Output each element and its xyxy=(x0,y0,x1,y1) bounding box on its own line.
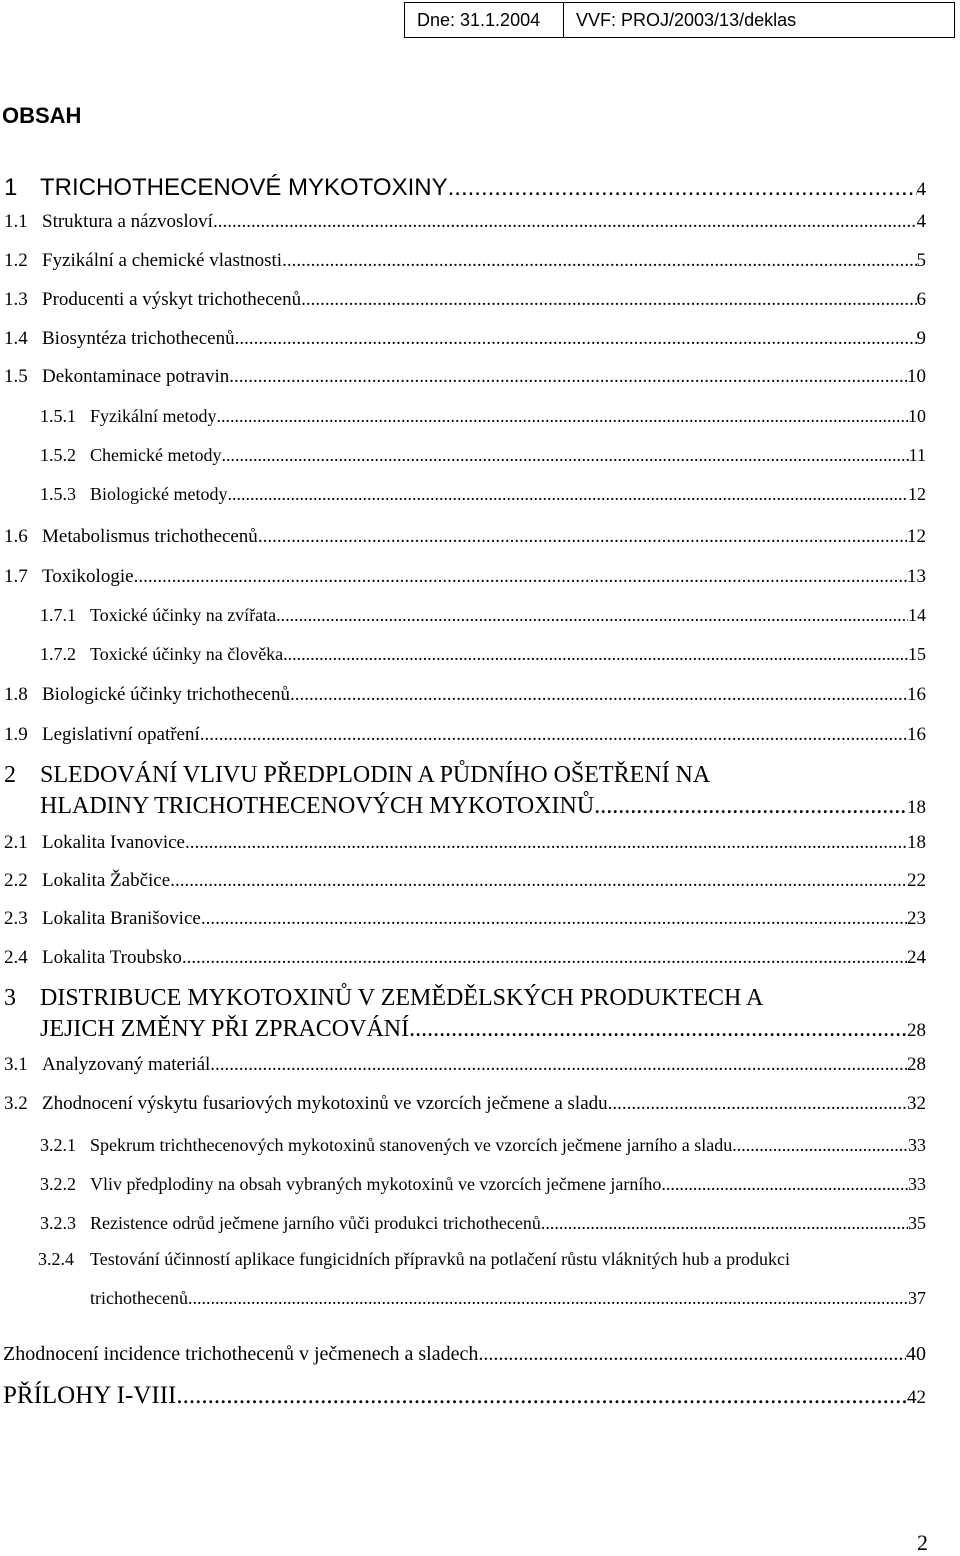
toc-entry-number: 3.2.4 xyxy=(38,1249,74,1269)
toc-entry-page: 6 xyxy=(916,289,926,310)
toc-entry-number: 2 xyxy=(4,762,16,788)
toc-leader-dots xyxy=(594,793,907,820)
toc-entry[interactable] xyxy=(0,1093,926,1123)
toc-leader-dots xyxy=(409,1016,907,1043)
toc-entry-number: 1.7.2 xyxy=(40,644,76,664)
toc-entry-title: Toxické účinky na člověka xyxy=(90,644,284,664)
toc-entry[interactable] xyxy=(0,406,926,436)
toc-entry-number: 1.2 xyxy=(4,250,28,271)
toc-leader-dots xyxy=(448,174,917,202)
toc-entry-page: 18 xyxy=(907,832,926,853)
toc-entry-title: Toxikologie xyxy=(42,566,134,587)
toc-leader-dots xyxy=(216,406,908,427)
toc-entry-title: Biosyntéza trichothecenů xyxy=(42,328,235,349)
toc-entry-number: 3.2 xyxy=(4,1093,28,1114)
toc-entry-title-line1 xyxy=(38,1249,791,1270)
toc-leader-dots xyxy=(282,250,916,272)
toc-entry[interactable] xyxy=(0,1016,926,1046)
toc-entry-title-text: SLEDOVÁNÍ VLIVU PŘEDPLODIN A PŮDNÍHO OŠETŘENÍ NA xyxy=(40,762,711,788)
toc-entry[interactable] xyxy=(0,1288,926,1318)
toc-entry[interactable] xyxy=(0,1213,926,1243)
toc-leader-dots xyxy=(201,908,907,930)
toc-entry[interactable] xyxy=(0,526,926,556)
header-reference: VVF: PROJ/2003/13/deklas xyxy=(563,3,954,37)
toc-entry-title: Vliv předplodiny na obsah vybraných mykotoxinů ve vzorcích ječmene jarního xyxy=(90,1174,662,1194)
toc-entry-page: 15 xyxy=(908,644,926,664)
toc-leader-dots xyxy=(258,526,907,548)
toc-leader-dots xyxy=(200,724,907,746)
toc-entry-page: 14 xyxy=(908,605,926,625)
toc-leader-dots xyxy=(185,832,907,854)
toc-leader-dots xyxy=(182,947,907,969)
toc-entry-number: 1.8 xyxy=(4,684,28,705)
toc-entry-number: 3.1 xyxy=(4,1054,28,1075)
header-date: Dne: 31.1.2004 xyxy=(417,9,541,30)
toc-entry-number: 3 xyxy=(4,985,16,1011)
toc-entry[interactable] xyxy=(0,211,926,241)
toc-leader-dots xyxy=(661,1174,908,1195)
toc-entry-title: Lokalita Ivanovice xyxy=(42,832,185,853)
toc-entry-number: 1.6 xyxy=(4,526,28,547)
toc-entry-page: 33 xyxy=(908,1135,926,1155)
toc-entry-title: Dekontaminace potravin xyxy=(42,366,230,387)
toc-entry-number: 3.2.3 xyxy=(40,1213,76,1233)
toc-entry[interactable] xyxy=(0,174,926,204)
toc-entry-number: 2.3 xyxy=(4,908,28,929)
toc-entry[interactable] xyxy=(0,566,926,596)
toc-entry[interactable] xyxy=(0,1382,926,1412)
toc-entry-title-text: Testování účinností aplikace fungicidních přípravků na potlačení růstu vláknitých hub a produkci xyxy=(90,1249,791,1269)
toc-leader-dots xyxy=(170,870,907,892)
toc-leader-dots xyxy=(301,289,916,311)
toc-entry[interactable] xyxy=(0,328,926,358)
toc-entry[interactable] xyxy=(0,1174,926,1204)
toc-entry-number: 1 xyxy=(4,174,18,201)
toc-entry[interactable] xyxy=(0,445,926,475)
toc-entry-title: Zhodnocení výskytu fusariových mykotoxinů ve vzorcích ječmene a sladu xyxy=(42,1093,608,1114)
toc-entry-page: 42 xyxy=(907,1387,926,1408)
toc-leader-dots xyxy=(478,1343,906,1366)
toc-entry-title: Metabolismus trichothecenů xyxy=(42,526,258,547)
toc-leader-dots xyxy=(541,1213,908,1234)
toc-entry[interactable] xyxy=(0,366,926,396)
toc-leader-dots xyxy=(134,566,907,588)
toc-entry-page: 37 xyxy=(908,1288,926,1308)
toc-entry-number: 1.5.3 xyxy=(40,484,76,504)
toc-entry-number: 3.2.2 xyxy=(40,1174,76,1194)
toc-entry-number: 2.4 xyxy=(4,947,28,968)
toc-entry[interactable] xyxy=(0,1135,926,1165)
toc-entry-title: trichothecenů xyxy=(90,1288,188,1308)
page-number: 2 xyxy=(917,1530,928,1555)
toc-leader-dots xyxy=(276,605,908,626)
toc-entry[interactable] xyxy=(0,947,926,977)
toc-entry-number: 1.7.1 xyxy=(40,605,76,625)
toc-entry-number: 1.5.2 xyxy=(40,445,76,465)
toc-entry[interactable] xyxy=(0,1343,926,1373)
toc-entry-page: 10 xyxy=(907,366,926,387)
toc-entry-page: 24 xyxy=(907,947,926,968)
toc-entry[interactable] xyxy=(0,908,926,938)
toc-entry-title: Legislativní opatření xyxy=(42,724,200,745)
toc-leader-dots xyxy=(210,1054,907,1076)
toc-entry-title: JEJICH ZMĚNY PŘI ZPRACOVÁNÍ xyxy=(40,1016,410,1042)
toc-entry-page: 35 xyxy=(908,1213,926,1233)
toc-entry-number: 1.5.1 xyxy=(40,406,76,426)
toc-leader-dots xyxy=(213,211,917,233)
toc-entry-title: TRICHOTHECENOVÉ MYKOTOXINY xyxy=(40,174,448,201)
toc-entry-number: 2.1 xyxy=(4,832,28,853)
toc-entry-page: 28 xyxy=(907,1020,926,1041)
toc-entry-page: 9 xyxy=(916,328,926,349)
toc-entry-page: 40 xyxy=(906,1343,926,1365)
toc-leader-dots xyxy=(283,644,908,665)
toc-entry-title: Fyzikální metody xyxy=(90,406,217,426)
toc-entry-number: 1.5 xyxy=(4,366,28,387)
toc-entry[interactable] xyxy=(0,832,926,862)
toc-entry-title: HLADINY TRICHOTHECENOVÝCH MYKOTOXINŮ xyxy=(40,793,595,819)
toc-leader-dots xyxy=(235,328,917,350)
toc-entry-title: Analyzovaný materiál xyxy=(42,1054,211,1075)
toc-entry-title: Zhodnocení incidence trichothecenů v ječmenech a sladech xyxy=(3,1343,479,1365)
toc-entry-title: Toxické účinky na zvířata xyxy=(90,605,277,625)
toc-entry-number: 2.2 xyxy=(4,870,28,891)
toc-entry-page: 32 xyxy=(907,1093,926,1114)
toc-entry[interactable] xyxy=(0,793,926,823)
toc-entry-page: 12 xyxy=(908,484,926,504)
toc-entry-title: Producenti a výskyt trichothecenů xyxy=(42,289,302,310)
toc-entry-number: 1.4 xyxy=(4,328,28,349)
toc-entry-page: 18 xyxy=(907,797,926,818)
toc-entry-page: 16 xyxy=(907,724,926,745)
toc-leader-dots xyxy=(732,1135,908,1156)
toc-leader-dots xyxy=(290,684,907,706)
toc-entry-number: 3.2.1 xyxy=(40,1135,76,1155)
toc-entry-page: 4 xyxy=(916,211,926,232)
toc-entry-title-line1 xyxy=(4,762,711,789)
toc-entry-title: Lokalita Troubsko xyxy=(42,947,182,968)
toc-entry-title: Lokalita Žabčice xyxy=(42,870,171,891)
toc-entry-title: Biologické účinky trichothecenů xyxy=(42,684,290,705)
toc-entry[interactable] xyxy=(0,250,926,280)
toc-entry-page: 12 xyxy=(907,526,926,547)
toc-entry-title: Chemické metody xyxy=(90,445,222,465)
toc-heading: OBSAH xyxy=(2,103,82,128)
toc-leader-dots xyxy=(227,484,908,505)
document-header xyxy=(404,2,955,38)
toc-entry-page: 28 xyxy=(907,1054,926,1075)
toc-entry-page: 33 xyxy=(908,1174,926,1194)
toc-entry-title: Biologické metody xyxy=(90,484,228,504)
toc-entry-title-text: DISTRIBUCE MYKOTOXINŮ V ZEMĚDĚLSKÝCH PRODUKTECH A xyxy=(40,985,764,1011)
toc-entry[interactable] xyxy=(0,1054,926,1084)
toc-entry[interactable] xyxy=(0,684,926,714)
toc-leader-dots xyxy=(608,1093,907,1115)
toc-entry-title: Fyzikální a chemické vlastnosti xyxy=(42,250,283,271)
toc-entry-page: 16 xyxy=(907,684,926,705)
toc-entry[interactable] xyxy=(0,289,926,319)
toc-entry[interactable] xyxy=(0,644,926,674)
toc-entry[interactable] xyxy=(0,870,926,900)
toc-entry-page: 11 xyxy=(908,445,926,465)
toc-entry[interactable] xyxy=(0,605,926,635)
toc-entry[interactable] xyxy=(0,724,926,754)
toc-leader-dots xyxy=(221,445,908,466)
toc-entry-page: 5 xyxy=(916,250,926,271)
toc-entry-title: PŘÍLOHY I-VIII xyxy=(3,1382,177,1409)
toc-entry-page: 10 xyxy=(908,406,926,426)
toc-entry-number: 1.1 xyxy=(4,211,28,232)
toc-entry-title-line1 xyxy=(4,985,764,1012)
toc-entry-title: Lokalita Branišovice xyxy=(42,908,201,929)
toc-entry-number: 1.7 xyxy=(4,566,28,587)
toc-entry-number: 1.3 xyxy=(4,289,28,310)
toc-entry-number: 1.9 xyxy=(4,724,28,745)
toc-entry-page: 23 xyxy=(907,908,926,929)
toc-leader-dots xyxy=(229,366,907,388)
toc-entry-page: 13 xyxy=(907,566,926,587)
toc-entry-page: 4 xyxy=(916,179,926,200)
toc-entry-title: Struktura a názvosloví xyxy=(42,211,213,232)
toc-entry-title: Spekrum trichthecenových mykotoxinů stanovených ve vzorcích ječmene jarního a sladu xyxy=(90,1135,733,1155)
toc-entry[interactable] xyxy=(0,484,926,514)
toc-leader-dots xyxy=(188,1288,908,1309)
toc-entry-title: Rezistence odrůd ječmene jarního vůči produkci trichothecenů xyxy=(90,1213,541,1233)
toc-leader-dots xyxy=(176,1382,907,1410)
toc-entry-page: 22 xyxy=(907,870,926,891)
